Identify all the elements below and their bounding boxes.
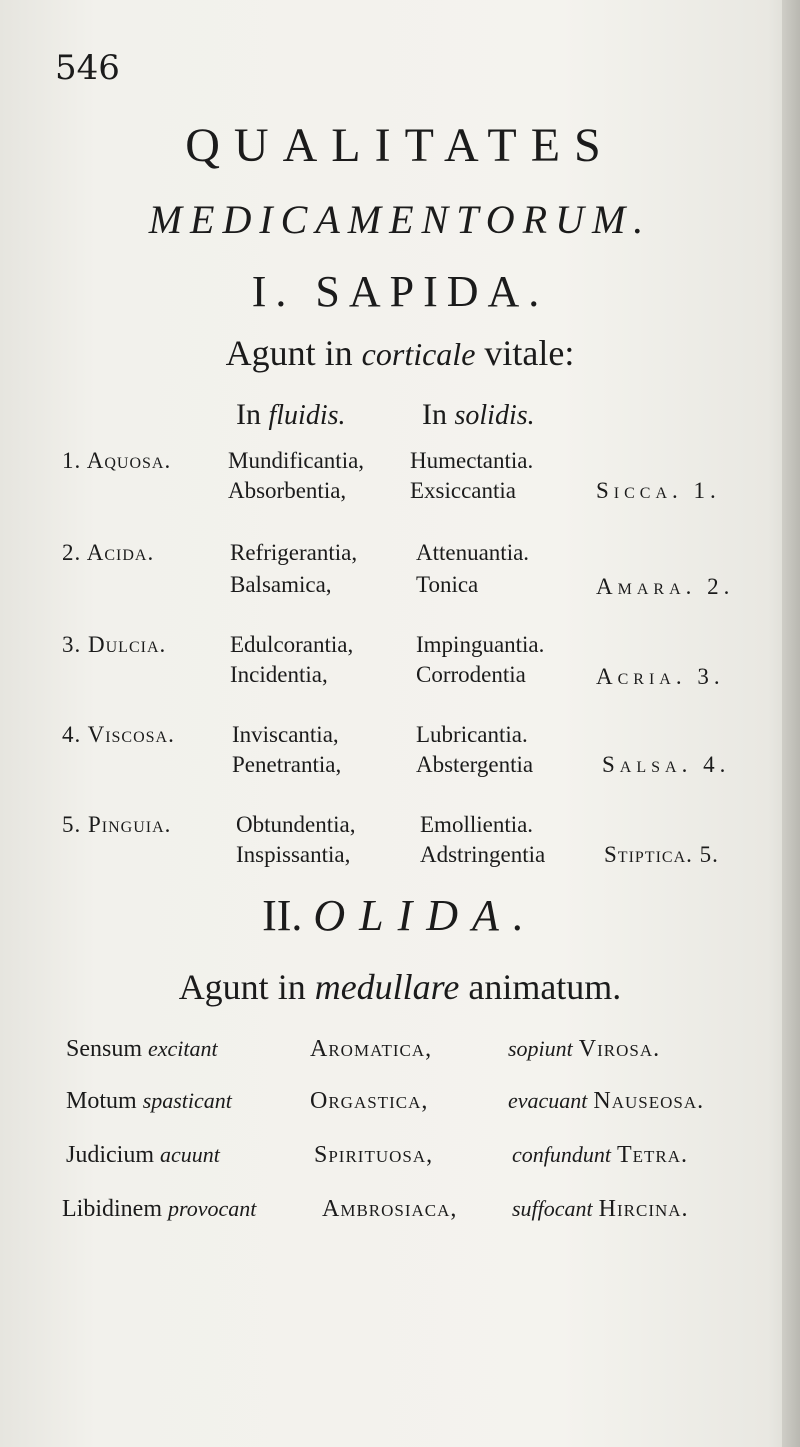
olida-line-quality: Aromatica,: [310, 1036, 433, 1062]
olida-line: Motum spasticant: [66, 1088, 232, 1114]
olida-line-contrary: confundunt Tetra.: [512, 1142, 689, 1168]
row-right-label: Stiptica. 5.: [604, 842, 719, 867]
title-qualitates: QUALITATES: [185, 119, 615, 172]
olida-line: Judicium acuunt: [66, 1142, 220, 1168]
row-solid-1: Impinguantia.: [416, 632, 545, 657]
row-fluid-1: Refrigerantia,: [230, 540, 358, 565]
row-left-label: 4. Viscosa.: [62, 722, 175, 747]
section-olida-subtitle: Agunt in medullare animatum.: [178, 967, 622, 1007]
olida-line-contrary: sopiunt Virosa.: [508, 1036, 661, 1062]
row-solid-2: Corrodentia: [416, 662, 526, 687]
row-fluid-1: Mundificantia,: [228, 448, 365, 473]
row-right-label: Sicca. 1.: [596, 478, 721, 503]
olida-line-contrary: suffocant Hircina.: [512, 1196, 689, 1222]
olida-line-quality: Spirituosa,: [314, 1142, 434, 1168]
row-solid-2: Exsiccantia: [410, 478, 517, 503]
section-sapida-subtitle: Agunt in corticale vitale:: [225, 333, 575, 373]
row-solid-2: Abstergentia: [416, 752, 534, 777]
section-sapida-title: I. SAPIDA.: [251, 267, 549, 316]
row-fluid-2: Inspissantia,: [236, 842, 351, 867]
row-right-label: Salsa. 4.: [602, 752, 731, 777]
row-left-label: 2. Acida.: [62, 540, 155, 565]
row-fluid-2: Incidentia,: [230, 662, 328, 687]
column-head-solidis: In solidis.: [422, 398, 535, 431]
row-left-label: 3. Dulcia.: [62, 632, 167, 657]
row-solid-2: Tonica: [416, 572, 479, 597]
row-left-label: 1. Aquosa.: [62, 448, 172, 473]
page-number: 546: [55, 48, 120, 88]
row-solid-1: Attenuantia.: [416, 540, 530, 565]
olida-line: Sensum excitant: [66, 1036, 218, 1062]
title-medicamentorum: MEDICAMENTORUM.: [148, 197, 652, 242]
row-fluid-1: Edulcorantia,: [230, 632, 354, 657]
olida-line-quality: Orgastica,: [310, 1088, 429, 1114]
row-fluid-2: Balsamica,: [230, 572, 332, 597]
row-right-label: Acria. 3.: [596, 664, 725, 689]
olida-line-contrary: evacuant Nauseosa.: [508, 1088, 705, 1114]
row-left-label: 5. Pinguia.: [62, 812, 172, 837]
row-right-label: Amara. 2.: [596, 574, 735, 599]
section-olida-title: II. OLIDA.: [262, 891, 538, 940]
column-head-fluidis: In fluidis.: [236, 398, 346, 431]
row-solid-1: Humectantia.: [410, 448, 534, 473]
row-fluid-1: Inviscantia,: [232, 722, 339, 747]
olida-line-quality: Ambrosiaca,: [322, 1196, 458, 1222]
row-solid-1: Lubricantia.: [416, 722, 528, 747]
row-solid-2: Adstringentia: [420, 842, 546, 867]
olida-line: Libidinem provocant: [62, 1196, 257, 1222]
row-fluid-2: Absorbentia,: [228, 478, 347, 503]
row-fluid-1: Obtundentia,: [236, 812, 356, 837]
row-solid-1: Emollientia.: [420, 812, 534, 837]
row-fluid-2: Penetrantia,: [232, 752, 342, 777]
